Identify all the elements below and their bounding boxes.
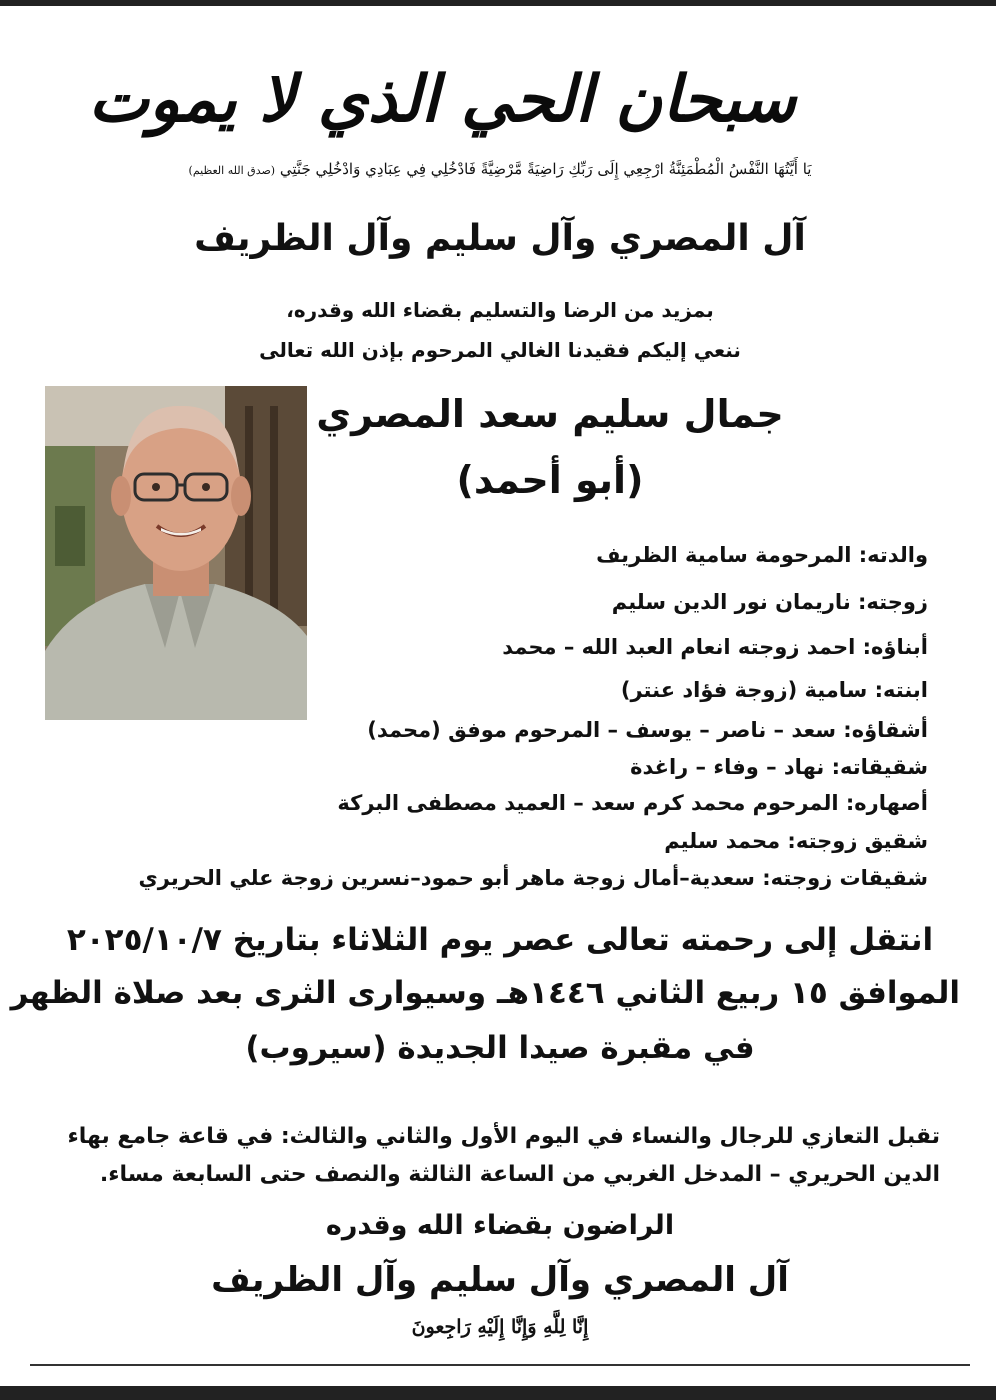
relative-line-wife-brother: شقيق زوجته: محمد سليم xyxy=(664,829,928,853)
funeral-line-2: الموافق ١٥ ربيع الثاني ١٤٤٦هـ وسيوارى الثرى بعد صلاة الظهر xyxy=(10,975,960,1011)
funeral-line-1: انتقل إلى رحمته تعالى عصر يوم الثلاثاء بتاريخ ٢٠٢٥/١٠/٧ xyxy=(66,922,934,958)
closing-line: الراضون بقضاء الله وقدره xyxy=(325,1210,675,1241)
condolences-line-2: الدين الحريري – المدخل الغربي من الساعة الثالثة والنصف حتى السابعة مساء. xyxy=(99,1162,940,1187)
quran-verse xyxy=(60,160,940,178)
deceased-name: جمال سليم سعد المصري xyxy=(316,392,784,436)
relative-line-sons: أبناؤه: احمد زوجته انعام العبد الله – محمد xyxy=(502,635,928,659)
relative-line-mother: والدته: المرحومة سامية الظريف xyxy=(596,543,928,567)
families-signature: آل المصري وآل سليم وآل الظريف xyxy=(211,1260,789,1300)
verse-text: يَا أَيَّتُهَا النَّفْسُ الْمُطْمَئِنَّةُ ارْجِعِي إِلَى رَبِّكِ رَاضِيَةً مَّرْضِيَّةً فَادْخُلِي فِي عِبَادِي وَادْخُلِي جَنَّتِي xyxy=(279,160,812,178)
condolences-line-1: تقبل التعازي للرجال والنساء في اليوم الأول والثاني والثالث: في قاعة جامع بهاء xyxy=(67,1124,940,1149)
relative-line-wife: زوجته: ناريمان نور الدين سليم xyxy=(611,590,928,614)
closing-verse: إِنَّا لِلَّهِ وَإِنَّا إِلَيْهِ رَاجِعونَ xyxy=(411,1316,589,1338)
relative-line-daughter: ابنته: سامية (زوجة فؤاد عنتر) xyxy=(620,678,928,702)
verse-ending: (صدق الله العظيم) xyxy=(188,164,276,177)
top-border xyxy=(0,0,996,6)
divider xyxy=(30,1364,970,1366)
intro-line-2: ننعي إليكم فقيدنا الغالي المرحوم بإذن الله تعالى xyxy=(259,338,741,362)
funeral-line-3: في مقبرة صيدا الجديدة (سيروب) xyxy=(245,1030,755,1066)
deceased-kunya: (أبو أحمد) xyxy=(456,458,644,502)
relative-line-sisters: شقيقاته: نهاد – وفاء – راغدة xyxy=(630,755,928,779)
bottom-border xyxy=(0,1386,996,1400)
calligraphy-heading: سبحان الحي الذي لا يموت xyxy=(88,62,796,137)
relative-line-in-laws: أصهاره: المرحوم محمد كرم سعد – العميد مصطفى البركة xyxy=(337,791,928,815)
relative-line-wife-sisters: شقيقات زوجته: سعدية–أمال زوجة ماهر أبو حمود–نسرين زوجة علي الحريري xyxy=(138,866,928,890)
families-heading: آل المصري وآل سليم وآل الظريف xyxy=(194,218,806,259)
relative-line-brothers: أشقاؤه: سعد – ناصر – يوسف – المرحوم موفق (محمد) xyxy=(367,718,928,742)
intro-line-1: بمزيد من الرضا والتسليم بقضاء الله وقدره، xyxy=(286,298,714,322)
